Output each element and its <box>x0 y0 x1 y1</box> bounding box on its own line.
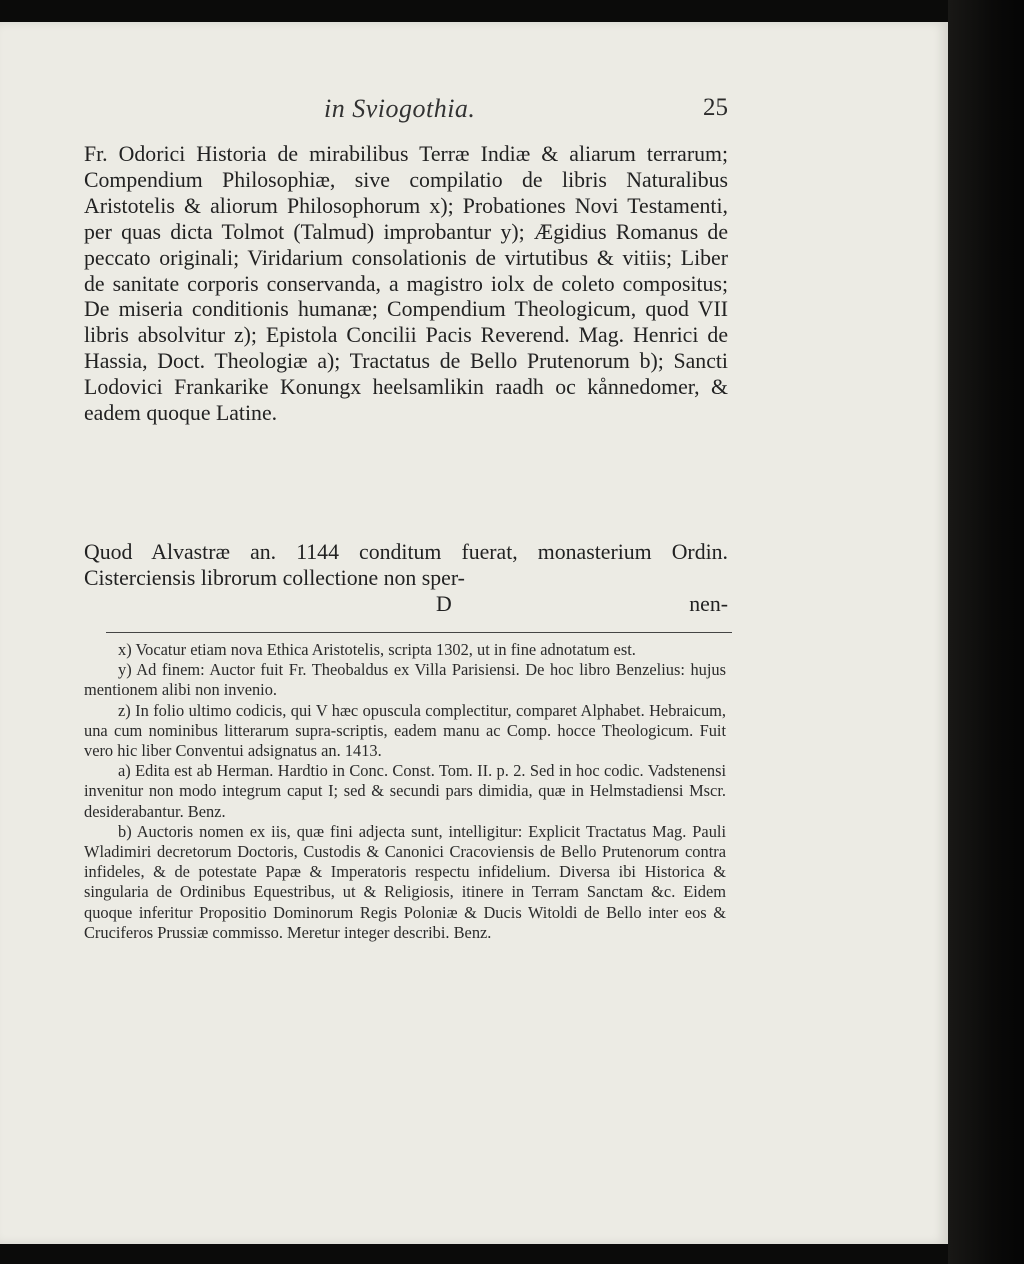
scan-margin <box>948 0 1024 1264</box>
page-number: 25 <box>703 94 728 121</box>
footnote-x: x) Vocatur etiam nova Ethica Aristotelis, scripta 1302, ut in fine adnotatum est. <box>118 640 636 659</box>
catch-line <box>84 592 728 618</box>
running-head-title: in Sviogothia. <box>324 94 476 123</box>
footnote-b: b) Auctoris nomen ex iis, quæ fini adjecta sunt, intelligitur: Explicit Tractatus Mag. Pauli Wladimiri decretorum Doctoris, Custodis & Canonici Cracoviensis de Bello Prutenorum contra infideles, & de potestate Papæ & Imperatoris respectu infidelium. Diversa ibi Historica & singularia de Ordinibus Equestribus, ut & Religiosis, itinere in Terram Sanctam &c. Eidem quoque inferitur Propositio Dominorum Regis Poloniæ & Ducis Witoldi de Bello inter eos & Cruciferos Prussiæ commisso. Meretur integer describi. Benz. <box>84 821 726 942</box>
footnote-rule <box>106 632 732 633</box>
footnote-y: y) Ad finem: Auctor fuit Fr. Theobaldus ex Villa Parisiensi. De hoc libro Benzelius: hujus mentionem alibi non invenio. <box>84 660 726 700</box>
running-head <box>84 94 728 134</box>
footnote-a: a) Edita est ab Herman. Hardtio in Conc. Const. Tom. II. p. 2. Sed in hoc codic. Vadstenensi invenitur non modo integrum caput I; sed & secundi pars dimidia, quæ in Helmstadiensi Mscr. desiderabantur. Benz. <box>84 761 726 821</box>
body-paragraph-1: Fr. Odorici Historia de mirabilibus Terræ Indiæ & aliarum terrarum; Compendium Philosophiæ, sive compilatio de libris Naturalibus Aristotelis & aliorum Philosophorum x); Probationes Novi Testamenti, per quas dicta Tolmot (Talmud) improbantur y); Ægidius Romanus de peccato originali; Viridarium consolationis de virtutibus & vitiis; Liber de sanitate corporis conservanda, a magistro iolx de coleto compositus; De miseria conditionis humanæ; Compendium Theologicum, quod VII libris absolvitur z); Epistola Concilii Pacis Reverend. Mag. Henrici de Hassia, Doct. Theologiæ a); Tractatus de Bello Prutenorum b); Sancti Lodovici Frankarike Konungx heelsamlikin raadh oc kånnedomer, & eadem quoque Latine. <box>84 142 728 426</box>
body-paragraph-2: Quod Alvastræ an. 1144 conditum fuerat, monasterium Ordin. Cisterciensis librorum collectione non sper- <box>84 540 728 590</box>
signature-mark: D <box>436 592 452 616</box>
footnotes <box>84 640 726 943</box>
catchword: nen- <box>689 592 728 616</box>
footnote-z: z) In folio ultimo codicis, qui V hæc opuscula complectitur, comparet Alphabet. Hebraicum, una cum nominibus litterarum supra-scriptis, eadem manu ac Comp. hocce Theologicum. Fuit vero hic liber Conventui adsignatus an. 1413. <box>84 700 726 761</box>
